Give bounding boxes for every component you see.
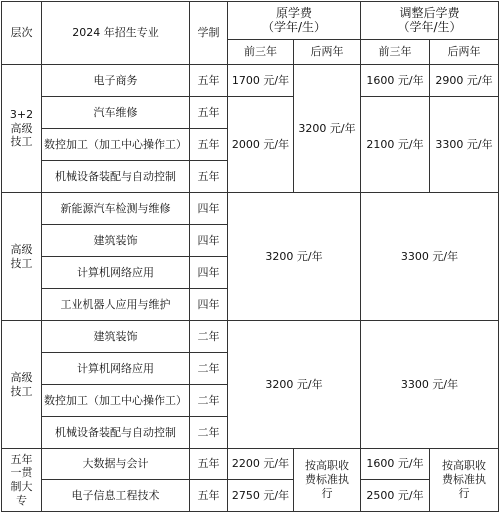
duration-cell: 二年 [190, 417, 228, 449]
orig-first-fee: 1700 元/年 [228, 65, 294, 97]
adj-last-fee: 3300 元/年 [430, 97, 499, 193]
duration-cell: 四年 [190, 193, 228, 225]
adj-fee: 3300 元/年 [361, 321, 499, 449]
header-duration: 学制 [190, 2, 228, 65]
table-row [2, 480, 499, 512]
adj-first-fee: 1600 元/年 [361, 65, 430, 97]
level-cell: 3+2 高级 技工 [2, 65, 42, 193]
adj-fee: 3300 元/年 [361, 193, 499, 321]
header-adj-first-three: 前三年 [361, 40, 430, 65]
major-cell: 建筑装饰 [42, 225, 190, 257]
duration-cell: 四年 [190, 289, 228, 321]
header-original-fee: 原学费 （学年/生） [228, 2, 361, 40]
adj-first-fee: 2500 元/年 [361, 480, 430, 512]
major-cell: 计算机网络应用 [42, 257, 190, 289]
header-orig-first-three: 前三年 [228, 40, 294, 65]
duration-cell: 四年 [190, 257, 228, 289]
adj-first-fee: 2100 元/年 [361, 97, 430, 193]
table-row [2, 65, 499, 97]
major-cell: 工业机器人应用与维护 [42, 289, 190, 321]
major-cell: 电子商务 [42, 65, 190, 97]
table-row [2, 449, 499, 480]
major-cell: 计算机网络应用 [42, 353, 190, 385]
header-major: 2024 年招生专业 [42, 2, 190, 65]
orig-first-fee: 2200 元/年 [228, 449, 294, 480]
duration-cell: 四年 [190, 225, 228, 257]
duration-cell: 五年 [190, 449, 228, 480]
major-cell: 建筑装饰 [42, 321, 190, 353]
major-cell: 大数据与会计 [42, 449, 190, 480]
major-cell: 汽车维修 [42, 97, 190, 129]
duration-cell: 五年 [190, 480, 228, 512]
level-cell: 高级 技工 [2, 193, 42, 321]
major-cell: 数控加工（加工中心操作工） [42, 129, 190, 161]
duration-cell: 五年 [190, 161, 228, 193]
duration-cell: 二年 [190, 385, 228, 417]
major-cell: 机械设备装配与自动控制 [42, 417, 190, 449]
header-level: 层次 [2, 2, 42, 65]
orig-fee: 3200 元/年 [228, 321, 361, 449]
orig-first-fee: 2750 元/年 [228, 480, 294, 512]
adj-first-fee: 1600 元/年 [361, 449, 430, 480]
table-row [2, 97, 499, 129]
duration-cell: 五年 [190, 65, 228, 97]
duration-cell: 二年 [190, 321, 228, 353]
header-adjusted-fee: 调整后学费 （学年/生） [361, 2, 499, 40]
tuition-fee-table [1, 1, 499, 512]
table-row [2, 321, 499, 353]
header-orig-last-two: 后两年 [294, 40, 361, 65]
adj-last-fee: 2900 元/年 [430, 65, 499, 97]
major-cell: 新能源汽车检测与维修 [42, 193, 190, 225]
header-row-1 [2, 2, 499, 40]
duration-cell: 五年 [190, 129, 228, 161]
adj-last-fee: 按高职收 费标准执 行 [430, 449, 499, 512]
major-cell: 电子信息工程技术 [42, 480, 190, 512]
orig-last-fee: 按高职收 费标准执 行 [294, 449, 361, 512]
level-cell: 五年 一贯 制大 专 [2, 449, 42, 512]
orig-fee: 3200 元/年 [228, 193, 361, 321]
table-row [2, 193, 499, 225]
header-adj-last-two: 后两年 [430, 40, 499, 65]
major-cell: 机械设备装配与自动控制 [42, 161, 190, 193]
duration-cell: 五年 [190, 97, 228, 129]
orig-last-fee: 3200 元/年 [294, 65, 361, 193]
orig-first-fee: 2000 元/年 [228, 97, 294, 193]
level-cell: 高级 技工 [2, 321, 42, 449]
duration-cell: 二年 [190, 353, 228, 385]
major-cell: 数控加工（加工中心操作工） [42, 385, 190, 417]
